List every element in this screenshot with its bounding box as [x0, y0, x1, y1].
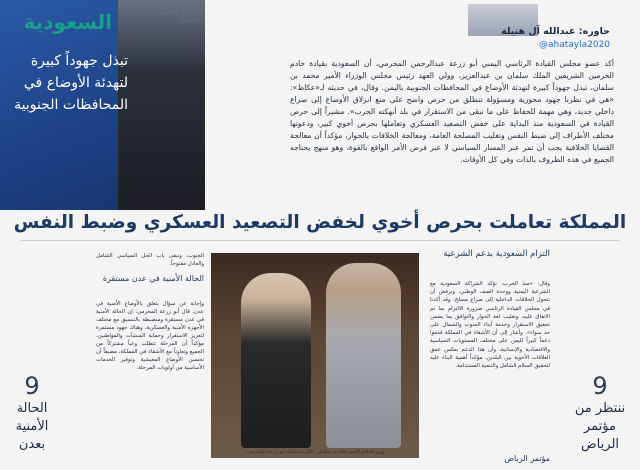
lead-photo: [118, 0, 205, 210]
author-handle: @ahatayla2020: [538, 40, 610, 50]
right-column-body: وقال: «منذ الحرب، تؤكد الشراكة السعودية مع الشرعية اليمنية ووحدة الصف الوطني، ونرفض أن تتحول الخلافات الداخلية إلى صراع مسلح، وقد أكدنا في مجلس القيادة الرئاسي ضرورة الالتزام بما تم الاتفاق عليه، وتغليب لغة الحوار والتوافق بما يضمن تحقيق الاستقرار وخدمة أبناء الجنوب والشمال على حد سواء». وأشار إلى أن الأشقاء في المملكة قدموا دعماً كبيراً لليمن على مختلف المستويات السياسية والاقتصادية والإنسانية، وأن هذا الدعم يعكس عمق العلاقات الأخوية بين البلدين، مؤكداً أهمية البناء عليه لتحقيق السلام الشامل والتنمية المستدامة.: [430, 281, 550, 370]
left-column-top: الجنوب، وتبقى باب الحل السياسي الشامل والعادل مفتوحاً.: [96, 253, 204, 267]
lead-photo-caption: أبو زرعة عبدالرحمن المحرمي: [157, 10, 199, 23]
right-subheading: التزام السعودية بدعم الشرعية: [443, 249, 550, 259]
pullout-text: الحالة الأمنية بعدن: [15, 401, 49, 452]
photo-person-right: [326, 263, 401, 448]
publication-logo: السعودية: [23, 10, 112, 34]
pullout-number: 9: [24, 372, 40, 400]
headline-divider: [20, 240, 620, 241]
right-subheading-2: مؤتمر الرياض: [504, 454, 550, 463]
banner-tagline: تبذل جهوداً كبيرة لتهدئة الأوضاع في المحافظات الجنوبية: [14, 53, 128, 113]
side-pullout-left: [4, 372, 60, 454]
author-line: حاوره: عبدالله آل هتيلة: [501, 26, 610, 37]
photo-caption: وزير الدفاع الأمير خالد بن سلمان خلال استقباله أبو زرعة المحرمي.: [245, 449, 385, 455]
article-intro: أكد عضو مجلس القيادة الرئاسي اليمني أبو زرعة عبدالرحمن المحرمي، أن السعودية بقيادة خادم الحرمين الشريفين الملك سلمان بن عبدالعزيز، وولي العهد رئيس مجلس الوزراء الأمير محمد بن سلمان، تبذل جهوداً كبيرة لتهدئة الأوضاع في المحافظات الجنوبية باليمن. وقال، في حديثه لـ«عكاظ»: «هي في نظرنا جهود محورية ومسؤولة تنطلق من حرص واضح على منع انزلاق الأوضاع إلى صراع داخلي جديد، وهي مهمة للحفاظ على ما تبقى من الاستقرار في بلد أنهكته الحرب». مشيراً إلى حرص القيادة في السعودية منذ البداية على خفض التصعيد العسكري وتعاملها بحرص أخوي كبير، ودعوتها مختلف الأطراف إلى ضبط النفس وتغليب المصلحة العامة، ومعالجة الخلافات بالحوار، مؤكداً أن معالجة القضايا الخلافية يجب أن تمر عبر المسار السياسي لا عبر فرض الأمر الواقع بالقوة، وهو منهج يحتاجه الجميع في هذه الظروف بالذات وفي كل الأوقات.: [290, 59, 614, 164]
left-subheading: الحالة الأمنية في عدن مستقرة: [102, 274, 204, 283]
photo-person-left: [241, 273, 311, 448]
pullout-number: 9: [592, 372, 608, 400]
meeting-photo: [211, 253, 419, 458]
article-headline: المملكة تعاملت بحرص أخوي لخفض التصعيد العسكري وضبط النفس: [13, 212, 627, 233]
left-column-body: وإجابة عن سؤال يتعلق بالأوضاع الأمنية في عدن، قال أبو زرعة المحرمي: إن الحالة الأمنية في عدن مستقرة ومنضبطة بالتنسيق مع مختلف الأجهزة الأمنية والعسكرية، وهناك جهود مستمرة لتعزيز الاستقرار وحماية المنشآت والمواطنين، مؤكداً أن المرحلة تتطلب وعياً مشتركاً من الجميع وتعاوناً مع الأشقاء في المملكة، مضيفاً أن تحسين الأوضاع المعيشية وتوفير الخدمات الأساسية من أولويات المرحلة.: [96, 301, 204, 371]
pullout-text: ننتظر من مؤتمر الرياض: [574, 401, 626, 452]
side-pullout-right: [565, 372, 635, 454]
